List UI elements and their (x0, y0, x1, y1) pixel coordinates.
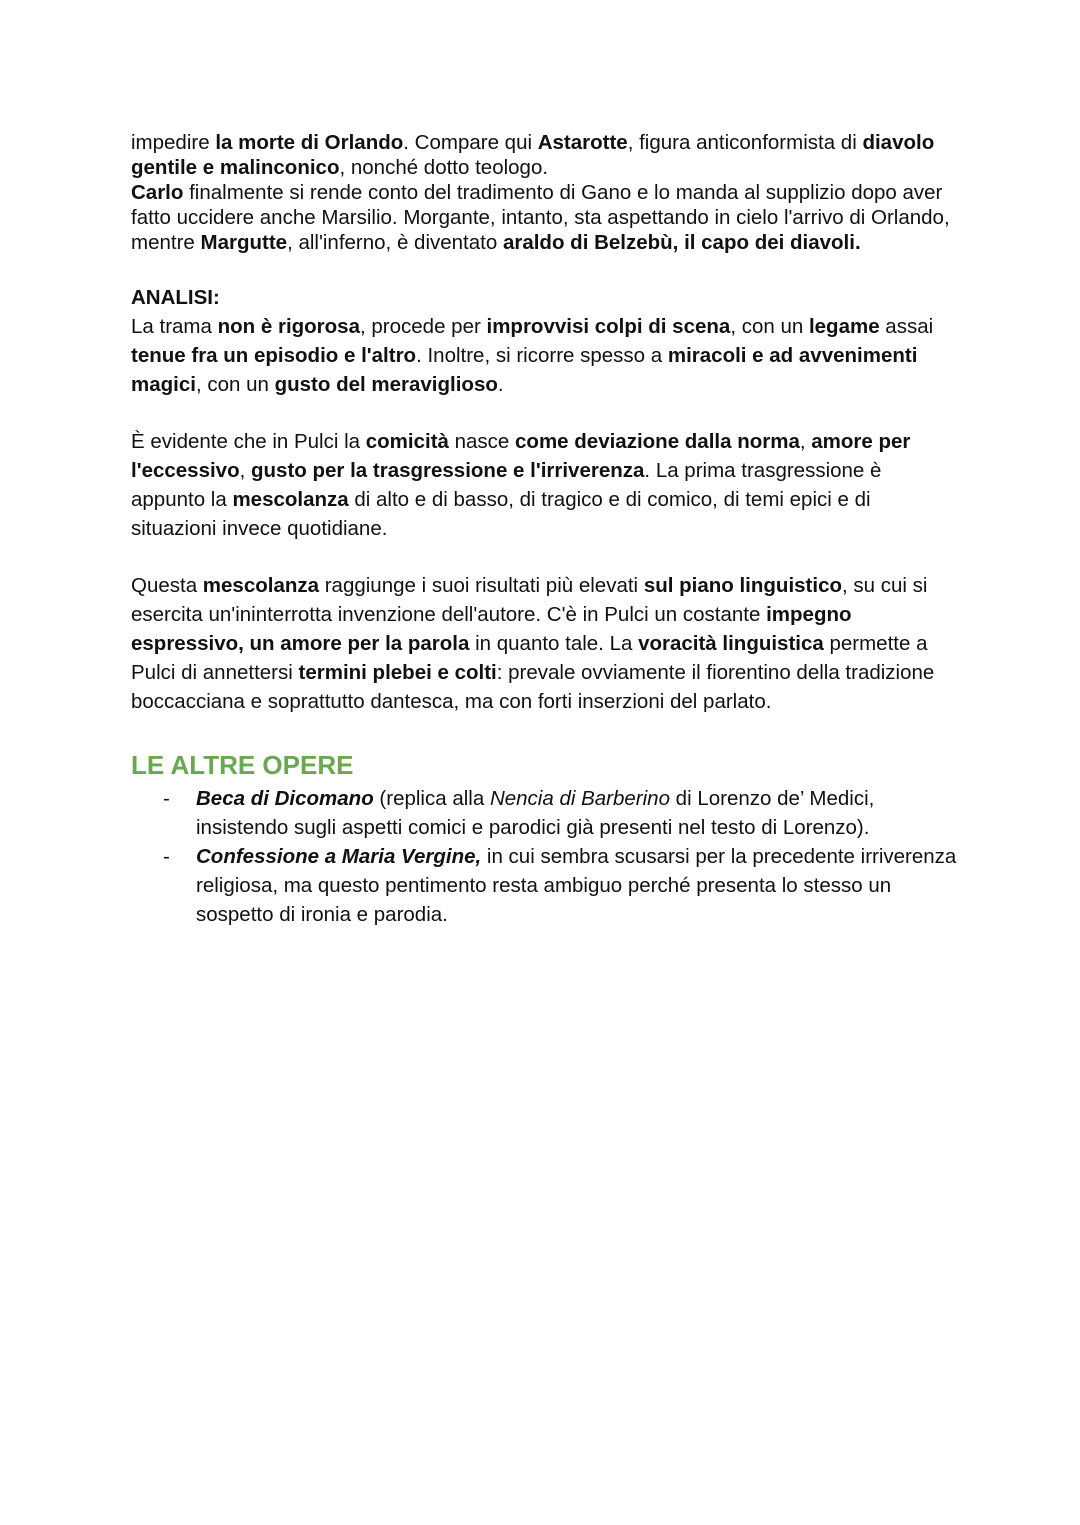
bullet-dash: - (163, 845, 170, 868)
bold-run: come deviazione dalla norma (515, 430, 800, 453)
bold-run: la morte di Orlando (215, 131, 404, 154)
bold-run: impegno espressivo, un amore per la parola (131, 603, 852, 655)
text-run: . Inoltre, si ricorre spesso a (416, 344, 668, 367)
text-run: in cui sembra scusarsi per la precedente irriverenza religiosa, ma questo pentimento resta ambiguo perché presenta lo stesso un sospetto di ironia e parodia. (196, 845, 957, 926)
heading-text: ANALISI: (131, 286, 220, 309)
bold-run: diavolo gentile e malinconico (131, 131, 935, 179)
text-run: assai (879, 315, 934, 338)
bold-run: voracità linguistica (638, 632, 824, 655)
text-run: finalmente si rende conto del tradimento di Gano e lo manda al supplizio dopo aver fatto uccidere anche Marsilio. Morgante, intanto, sta aspettando in cielo l'arrivo di Orlando, mentre (131, 181, 950, 254)
text-run: : prevale ovviamente il fiorentino della tradizione boccacciana e soprattutto dantesca, ma con forti inserzioni del parlato. (131, 661, 935, 713)
bold-run: mescolanza (232, 488, 349, 511)
text-run: , nonché dotto teologo. (339, 156, 549, 179)
bold-run: miracoli e ad avvenimenti magici (131, 344, 918, 396)
text-run: , su cui si esercita un'ininterrotta invenzione dell'autore. C'è in Pulci un costante (131, 574, 928, 626)
text-run: , procede per (360, 315, 487, 338)
bold-run: sul piano linguistico (643, 574, 842, 597)
intro-paragraph-1 (131, 130, 961, 180)
italic-run: Nencia di Barberino (489, 787, 670, 810)
analisi-paragraph-2 (131, 427, 961, 543)
text-run: . (497, 373, 504, 396)
bold-run: araldo di Belzebù, il capo dei diavoli. (502, 231, 861, 254)
text-run: di alto e di basso, di tragico e di comico, di temi epici e di situazioni invece quotidiane. (131, 488, 871, 540)
analisi-paragraph-3 (131, 571, 961, 716)
text-run: in quanto tale. La (469, 632, 639, 655)
text-run: La trama (131, 315, 218, 338)
text-run: permette a Pulci di annettersi (131, 632, 928, 684)
bold-run: legame (808, 315, 880, 338)
bold-run: termini plebei e colti (298, 661, 497, 684)
text-run: raggiunge i suoi risultati più elevati (319, 574, 644, 597)
text-run: , all'inferno, è diventato (287, 231, 503, 254)
text-run: , (239, 459, 252, 482)
document-page (131, 130, 961, 929)
text-run: nasce (448, 430, 516, 453)
analisi-heading (131, 285, 961, 310)
text-run: , con un (730, 315, 809, 338)
text-run: , figura anticonformista di (627, 131, 863, 154)
bullet-dash: - (163, 787, 170, 810)
bold-run: Carlo (131, 181, 184, 204)
bold-run: comicità (365, 430, 449, 453)
work-title: Beca di Dicomano (196, 787, 374, 810)
altre-opere-list (131, 784, 961, 929)
bold-run: tenue fra un episodio e l'altro (131, 344, 417, 367)
text-run: , con un (195, 373, 275, 396)
bold-run: amore per l'eccessivo (131, 430, 911, 482)
text-run: (replica alla (373, 787, 490, 810)
work-title: Confessione a Maria Vergine, (196, 845, 482, 868)
list-item (131, 842, 961, 929)
intro-paragraph-2 (131, 180, 961, 255)
bold-run: improvvisi colpi di scena (486, 315, 731, 338)
text-run: Questa (131, 574, 203, 597)
bold-run: mescolanza (202, 574, 320, 597)
text-run: . Compare qui (403, 131, 538, 154)
text-run: impedire (131, 131, 216, 154)
text-run: , (799, 430, 812, 453)
list-item (131, 784, 961, 842)
bold-run: gusto del meraviglioso (274, 373, 498, 396)
text-run: . La prima trasgressione è appunto la (131, 459, 882, 511)
text-run: di Lorenzo de’ Medici, insistendo sugli aspetti comici e parodici già presenti nel testo di Lorenzo). (196, 787, 875, 839)
text-run: È evidente che in Pulci la (131, 430, 366, 453)
bold-run: Astarotte (537, 131, 628, 154)
bold-run: non è rigorosa (217, 315, 360, 338)
bold-run: Margutte (200, 231, 288, 254)
section-title-altre-opere: LE ALTRE OPERE (131, 750, 354, 780)
analisi-paragraph-1 (131, 312, 961, 399)
bold-run: gusto per la trasgressione e l'irriverenza (251, 459, 645, 482)
